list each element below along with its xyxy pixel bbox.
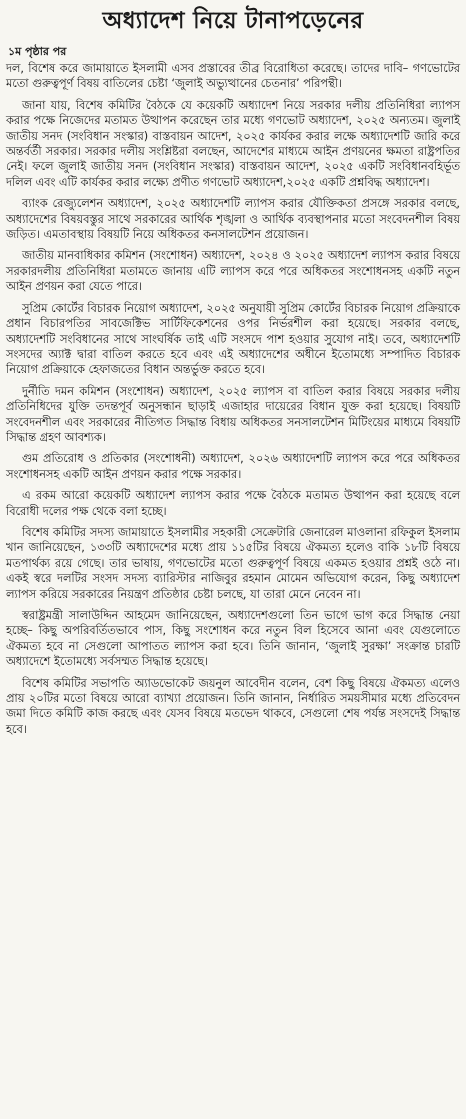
article-body (6, 61, 460, 737)
paragraph: দল, বিশেষ করে জামায়াতে ইসলামী এসব প্রস্তাবের তীব্র বিরোধিতা করেছে। তাদের দাবি– গণভোটের মতো গুরুত্বপূর্ণ বিষয় বাতিলের চেষ্টা ‘জুলাই অভ্যুত্থানের চেতনার’ পরিপন্থী। (6, 62, 460, 91)
continued-from-label: ১ম পৃষ্ঠার পর (8, 45, 67, 58)
paragraph: সুপ্রিম কোর্টের বিচারক নিয়োগ অধ্যাদেশ, ২০২৫ অনুযায়ী সুপ্রিম কোর্টের বিচারক নিয়োগ প্রক্রিয়াকে প্রধান বিচারপতির সাবজেক্টিভ সার্টিফিকেশনের ওপর নির্ভরশীল করা হয়েছে। সরকার বলছে, অধ্যাদেশটি সংবিধানের সাথে সাংঘর্ষিক তাই এটি সংসদে পাশ হওয়ার সুযোগ নাই। তবে, অধ্যাদেশটি সংসদের অ্যাক্ট দ্বারা বাতিল করতে হবে এবং এই অধ্যাদেশের অধীনে ইতোমধ্যে সম্পাদিত বিচারক নিয়োগ প্রক্রিয়াকে হেফাজতের বিধান অন্তর্ভুক্ত করতে হবে। (6, 301, 460, 377)
paragraph: গুম প্রতিরোধ ও প্রতিকার (সংশোধনী) অধ্যাদেশ, ২০২৬ অধ্যাদেশটি ল্যাপস করে পরে অধিকতর সংশোধনসহ একটি আইন প্রণয়ন করার পক্ষে সরকার। (6, 452, 460, 481)
paragraph: জাতীয় মানবাধিকার কমিশন (সংশোধন) অধ্যাদেশ, ২০২৪ ও ২০২৫ অধ্যাদেশ ল্যাপস করার বিষয়ে সরকারদলীয় প্রতিনিধিরা মতামতে জানায় এটি ল্যাপস করে পরে অধিকতর সংশোধনসহ একটি নতুন আইন প্রণয়ন করা যেতে পারে। (6, 249, 461, 294)
paragraph: দুর্নীতি দমন কমিশন (সংশোধন) অধ্যাদেশ, ২০২৫ ল্যাপস বা বাতিল করার বিষয়ে সরকার দলীয় প্রতিনিধিদের যুক্তি তদন্তপূর্ব অনুসন্ধান ছাড়াই এজাহার দায়েরের বিধান যুক্ত করা হয়েছে। বিষয়টি সংবেদনশীল এবং সরকারের নীতিগত সিদ্ধান্ত বিধায় অধিকতর সনসালটেশন মিটিংয়ের মাধ্যমে বিষয়টি সিদ্ধান্ত গ্রহণ আবশ্যক। (6, 384, 460, 444)
paragraph: ব্যাংক রেজ্যুলেশন অধ্যাদেশ, ২০২৫ অধ্যাদেশটি ল্যাপস করার যৌক্তিকতা প্রসঙ্গে সরকার বলছে, অধ্যাদেশের বিষয়বস্তুর সাথে সরকারের আর্থিক শৃঙ্খলা ও আর্থিক ব্যবস্থাপনার মতো সংবেদনশীল বিষয় জড়িত। এমতাবস্থায় বিষয়টি নিয়ে অধিকতর কনসালটেশন প্রয়োজন। (6, 197, 460, 242)
paragraph: বিশেষ কমিটির সভাপতি অ্যাডভোকেট জয়নুল আবেদীন বলেন, বেশ কিছু বিষয়ে ঐকমত্য এলেও প্রায় ২০টির মতো বিষয়ে আরো ব্যাখ্যা প্রয়োজন। তিনি জানান, নির্ধারিত সময়সীমার মধ্যে প্রতিবেদন জমা দিতে কমিটি কাজ করছে এবং যেসব বিষয়ে মতভেদ থাকবে, সেগুলো শেষ পর্যন্ত সংসদেই সিদ্ধান্ত হবে। (6, 676, 460, 736)
paragraph: এ রকম আরো কয়েকটি অধ্যাদেশ ল্যাপস করার পক্ষে বৈঠকে মতামত উত্থাপন করা হয়েছে বলে বিরোধী দলের পক্ষ থেকে বলা হচ্ছে। (6, 489, 460, 518)
paragraph: জানা যায়, বিশেষ কমিটির বৈঠকে যে কয়েকটি অধ্যাদেশ নিয়ে সরকার দলীয় প্রতিনিধিরা ল্যাপস করার পক্ষে নিজেদের মতামত উত্থাপন করেছেন তার মধ্যে গণভোট অধ্যাদেশ, ২০২৫ অন্যতম। জুলাই জাতীয় সনদ (সংবিধান সংস্কার) বাস্তবায়ন আদেশ, ২০২৫ কার্যকর করার লক্ষে অধ্যাদেশটি জারি করে অন্তর্বর্তী সরকার। সরকার দলীয় সংশ্লিষ্টরা বলছেন, আদেশের মাধ্যমে আইন প্রণয়নের ক্ষমতা রাষ্ট্রপতির নেই। ফলে জুলাই জাতীয় সনদ (সংবিধান সংস্কার) বাস্তবায়ন আদেশ, ২০২৫ একটি সংবিধানবহির্ভূত দলিল এবং এটি কার্যকর করার লক্ষ্যে প্রণীত গণভোট অধ্যাদেশ,২০২৫ একটি প্রশ্নবিদ্ধ অধ্যাদেশ। (6, 98, 460, 189)
headline: অধ্যাদেশ নিয়ে টানাপড়েনের (102, 8, 364, 34)
paragraph: স্বরাষ্ট্রমন্ত্রী সালাউদ্দিন আহমেদ জানিয়েছেন, অধ্যাদেশগুলো তিন ভাগে ভাগ করে সিদ্ধান্ত নেয়া হচ্ছে– কিছু অপরিবর্তিতভাবে পাস, কিছু সংশোধন করে নতুন বিল হিসেবে আনা এবং যেগুলোতে ঐকমত্য হবে না সেগুলো আপাতত ল্যাপস করা হবে। তিনি জানান, ‘জুলাই সুরক্ষা’ সংক্রান্ত চারটি অধ্যাদেশে ইতোমধ্যে সর্বসম্মত সিদ্ধান্ত হয়েছে। (6, 609, 460, 669)
paragraph: বিশেষ কমিটির সদস্য জামায়াতে ইসলামীর সহকারী সেক্রেটারি জেনারেল মাওলানা রফিকুল ইসলাম খান জানিয়েছেন, ১৩৩টি অধ্যাদেশের মধ্যে প্রায় ১১৫টির বিষয়ে ঐকমত্য হলেও বাকি ১৮টি বিষয়ে মতপার্থক্য রয়ে গেছে। তার ভাষায়, গণভোটের মতো গুরুত্বপূর্ণ বিষয়ে একমত হওয়ার প্রশ্নই ওঠে না। একই স্বরে দলটির সংসদ সদস্য ব্যারিস্টার নাজিবুর রহমান মোমেন অভিযোগ করেন, কিছু অধ্যাদেশ ল্যাপস করিয়ে সরকারের নিয়ন্ত্রণ প্রতিষ্ঠার চেষ্টা চলছে, যা তারা মেনে নেবেন না। (6, 525, 460, 601)
